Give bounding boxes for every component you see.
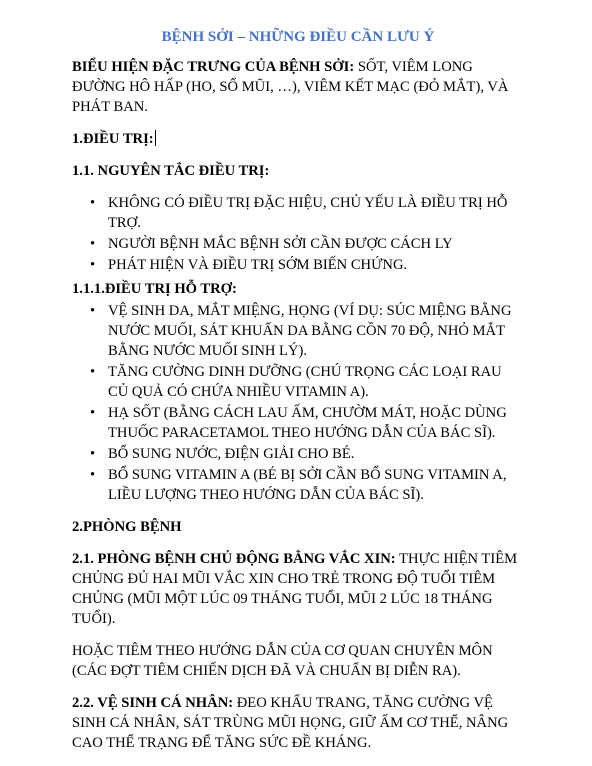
campaign-paragraph: HOẶC TIÊM THEO HƯỚNG DẪN CỦA CƠ QUAN CHUYÊN MÔN (CÁC ĐỢT TIÊM CHIẾN DỊCH ĐÃ VÀ CHUẨN BỊ DIỄN RA). xyxy=(72,643,493,679)
section-1-heading-text: 1.ĐIỀU TRỊ: xyxy=(72,131,154,147)
vaccine-text: THỰC HIỆN TIÊM CHỦNG ĐỦ HAI MŨI VẮC XIN CHO TRẺ TRONG ĐỘ TUỔI TIÊM CHỦNG (MŨI MỘT LÚC 09 THÁNG TUỔI, MŨI 2 LÚC 18 THÁNG TUỔI). xyxy=(72,551,518,627)
text-cursor xyxy=(155,130,156,146)
list-item: • HẠ SỐT (BẰNG CÁCH LAU ẤM, CHƯỜM MÁT, HOẶC DÙNG THUỐC PARACETAMOL THEO HƯỚNG DẪN CỦA BÁC SĨ). xyxy=(108,403,524,443)
hygiene-paragraph xyxy=(72,693,524,753)
section-2-heading: 2.PHÒNG BỆNH xyxy=(72,519,182,535)
list-item: • NGƯỜI BỆNH MẮC BỆNH SỞI CẦN ĐƯỢC CÁCH LY xyxy=(108,234,524,254)
principles-list xyxy=(72,193,524,275)
intro-bold: BIỂU HIỆN ĐẶC TRƯNG CỦA BỆNH SỞI: xyxy=(72,59,355,75)
section-1-1-heading: 1.1. NGUYÊN TẮC ĐIỀU TRỊ: xyxy=(72,163,270,179)
section-1-heading[interactable] xyxy=(72,129,524,149)
intro-paragraph xyxy=(72,57,524,117)
vaccine-bold: 2.1. PHÒNG BỆNH CHỦ ĐỘNG BẰNG VẮC XIN: xyxy=(72,551,396,567)
hygiene-bold: 2.2. VỆ SINH CÁ NHÂN: xyxy=(72,695,234,711)
vaccine-paragraph xyxy=(72,549,524,629)
document-title: BỆNH SỞI – NHỮNG ĐIỀU CẦN LƯU Ý xyxy=(161,29,435,45)
list-item: • TĂNG CƯỜNG DINH DƯỠNG (CHÚ TRỌNG CÁC LOẠI RAU CỦ QUẢ CÓ CHỨA NHIỀU VITAMIN A). xyxy=(108,362,524,402)
hygiene-text: ĐEO KHẨU TRANG, TĂNG CƯỜNG VỆ SINH CÁ NHÂN, SÁT TRÙNG MŨI HỌNG, GIỮ ẤM CƠ THỂ, NÂNG CAO THỂ TRẠNG ĐỂ TĂNG SỨC ĐỀ KHÁNG. xyxy=(72,695,509,751)
support-list xyxy=(72,301,524,505)
list-item: • PHÁT HIỆN VÀ ĐIỀU TRỊ SỚM BIẾN CHỨNG. xyxy=(108,255,524,275)
list-item: • KHÔNG CÓ ĐIỀU TRỊ ĐẶC HIỆU, CHỦ YẾU LÀ ĐIỀU TRỊ HỖ TRỢ. xyxy=(108,193,524,233)
list-item: • VỆ SINH DA, MẮT MIỆNG, HỌNG (VÍ DỤ: SÚC MIỆNG BẰNG NƯỚC MUỐI, SÁT KHUẨN DA BẰNG CỒN 70 ĐỘ, NHỎ MẮT BẰNG NƯỚC MUỐI SINH LÝ). xyxy=(108,301,524,361)
section-1-1-1-heading: 1.1.1.ĐIỀU TRỊ HỖ TRỢ: xyxy=(72,281,237,297)
list-item: • BỔ SUNG NƯỚC, ĐIỆN GIẢI CHO BÉ. xyxy=(108,444,524,464)
list-item: • BỔ SUNG VITAMIN A (BÉ BỊ SỞI CẦN BỔ SUNG VITAMIN A, LIỀU LƯỢNG THEO HƯỚNG DẪN CỦA BÁC SĨ). xyxy=(108,465,524,505)
intro-text: SỐT, VIÊM LONG ĐƯỜNG HÔ HẤP (HO, SỔ MŨI, …), VIÊM KẾT MẠC (ĐỎ MẮT), VÀ PHÁT BAN. xyxy=(72,59,509,115)
